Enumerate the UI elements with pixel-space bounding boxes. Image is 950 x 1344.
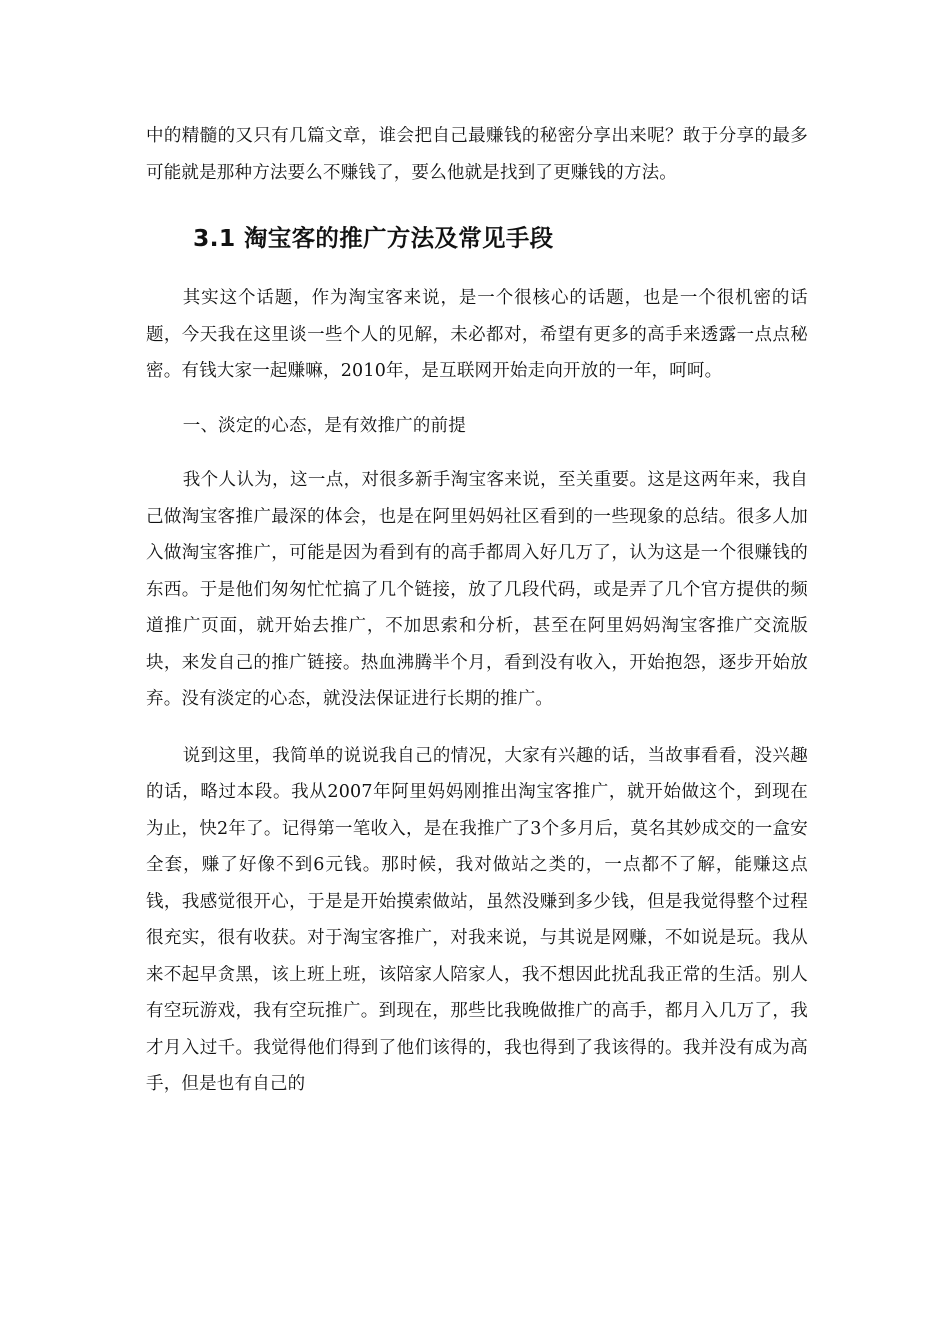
paragraph-mindset: 我个人认为，这一点，对很多新手淘宝客来说，至关重要。这是这两年来，我自己做淘宝客推广最深的体会，也是在阿里妈妈社区看到的一些现象的总结。很多人加入做淘宝客推广，可能是因为看到有的高手都周入好几万了，认为这是一个很赚钱的东西。于是他们匆匆忙忙搞了几个链接，放了几段代码，或是弄了几个官方提供的频道推广页面，就开始去推广，不加思索和分析，甚至在阿里妈妈淘宝客推广交流版块，来发自己的推广链接。热血沸腾半个月，看到没有收入，开始抱怨，逐步开始放弃。没有淡定的心态，就没法保证进行长期的推广。 — [146, 470, 808, 709]
paragraph-intro: 其实这个话题，作为淘宝客来说，是一个很核心的话题，也是一个很机密的话题，今天我在这里谈一些个人的见解，未必都对，希望有更多的高手来透露一点点秘密。有钱大家一起赚嘛，2010年，是互联网开始走向开放的一年，呵呵。 — [146, 288, 808, 381]
paragraph-continued: 中的精髓的又只有几篇文章，谁会把自己最赚钱的秘密分享出来呢？敢于分享的最多可能就是那种方法要么不赚钱了，要么他就是找到了更赚钱的方法。 — [146, 126, 808, 183]
paragraph-story: 说到这里，我简单的说说我自己的情况，大家有兴趣的话，当故事看看，没兴趣的话，略过本段。我从2007年阿里妈妈刚推出淘宝客推广，就开始做这个，到现在为止，快2年了。记得第一笔收入，是在我推广了3个多月后，莫名其妙成交的一盒安全套，赚了好像不到6元钱。那时候，我对做站之类的，一点都不了解，能赚这点钱，我感觉很开心，于是是开始摸索做站，虽然没赚到多少钱，但是我觉得整个过程很充实，很有收获。对于淘宝客推广，对我来说，与其说是网赚，不如说是玩。我从来不起早贪黑，该上班上班，该陪家人陪家人，我不想因此扰乱我正常的生活。别人有空玩游戏，我有空玩推广。到现在，那些比我晚做推广的高手，都月入几万了，我才月入过千。我觉得他们得到了他们该得的，我也得到了我该得的。我并没有成为高手，但是也有自己的 — [146, 745, 808, 1094]
document-body — [146, 118, 808, 1103]
section-heading: 3.1 淘宝客的推广方法及常见手段 — [193, 224, 554, 252]
subheading-mindset: 一、淡定的心态，是有效推广的前提 — [182, 415, 466, 436]
